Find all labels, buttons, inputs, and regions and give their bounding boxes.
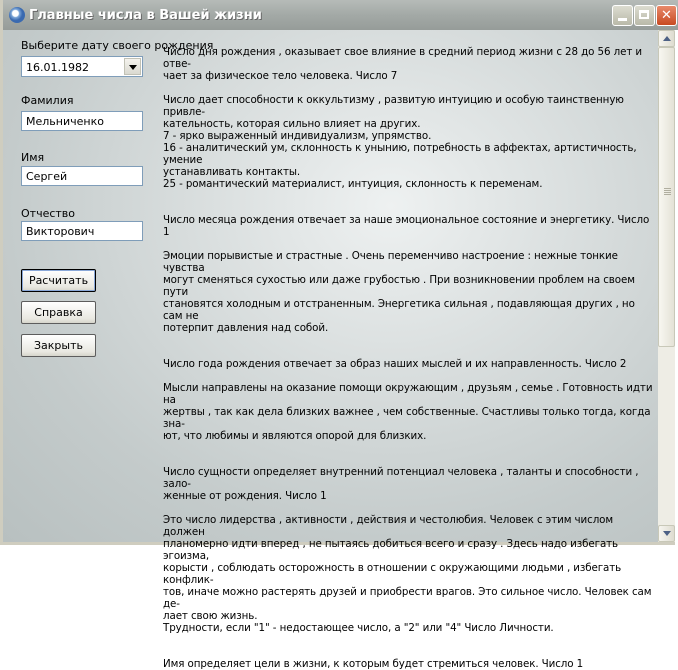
result-paragraph: Эмоции порывистые и страстные . Очень переменчиво настроение : нежные тонкие чувства могут сменяться сухостью или даже грубостью . При возникновении проблем на своем пути становятся холодным и отстраненным. Энергетика сильная , подавляющая других , но сам не потерпит давления над собой. — [163, 250, 635, 334]
name-label: Имя — [21, 151, 45, 164]
result-paragraph: Имя определяет цели в жизни, к которым будет стремиться человек. Число 1 — [163, 658, 584, 670]
chevron-down-icon[interactable] — [124, 58, 141, 75]
scroll-up-icon[interactable] — [658, 30, 675, 47]
maximize-icon — [639, 10, 649, 19]
patronymic-input[interactable]: Викторович — [21, 221, 143, 241]
vertical-scrollbar[interactable] — [658, 30, 675, 542]
birthdate-label: Выберите дату своего рождения — [21, 39, 214, 52]
result-text-area[interactable] — [163, 46, 655, 670]
patronymic-label: Отчество — [21, 207, 76, 220]
result-paragraph: Число года рождения отвечает за образ наших мыслей и их направленность. Число 2 — [163, 358, 627, 370]
scrollbar-thumb[interactable] — [658, 47, 675, 347]
surname-label: Фамилия — [21, 94, 74, 107]
name-input[interactable]: Сергей — [21, 166, 143, 186]
maximize-button[interactable] — [634, 5, 655, 26]
close-window-button[interactable] — [656, 5, 677, 26]
result-paragraph: Число дает способности к оккультизму , развитую интуицию и особую таинственную привле- кательность, которая сильно влияет на других. 7 - ярко выраженный индивидуализм, упрямство. 16 - аналитический ум, склонность к унынию, потребность в аффектах, артистичность, умение устанавливать контакты. 25 - романтический материалист, интуиция, склонность к переменам. — [163, 94, 637, 190]
close-button[interactable]: Закрыть — [21, 334, 96, 357]
app-icon — [9, 7, 25, 23]
window-title: Главные числа в Вашей жизни — [29, 8, 262, 23]
result-paragraph: Мысли направлены на оказание помощи окружающим , друзьям , семье . Готовность идти на жертвы , так как дела близких важнее , чем собственные. Счастливы только тогда, когда зна- ют, что любимы и являются опорой для близких. — [163, 382, 653, 442]
birthdate-combobox[interactable] — [21, 56, 143, 77]
birthdate-value: 16.01.1982 — [26, 61, 89, 74]
title-bar[interactable] — [3, 0, 678, 30]
result-paragraph: Это число лидерства , активности , действия и честолюбия. Человек с этим числом должен планомерно идти вперед , не пытаясь добиться всего и сразу . Здесь надо избегать эгоизма, корысти , соблюдать осторожность в отношении с окружающими людьми , избегать конфлик- тов, иначе можно растерять друзей и приобрести врагов. Это сильное число. Человек сам де- лает свою жизнь. Трудности, если "1" - недостающее число, а "2" или "4" Число Личности. — [163, 514, 652, 634]
help-button[interactable]: Справка — [21, 301, 96, 324]
result-paragraph: Число дня рождения , оказывает свое влияние в средний период жизни с 28 до 56 лет и отве- чает за физическое тело человека. Число 7 — [163, 46, 642, 82]
result-paragraph: Число месяца рождения отвечает за наше эмоциональное состояние и энергетику. Число 1 — [163, 214, 650, 238]
close-icon: ✕ — [661, 8, 672, 23]
surname-input[interactable]: Мельниченко — [21, 111, 143, 131]
calculate-button[interactable]: Расчитать — [21, 269, 96, 292]
minimize-button[interactable] — [612, 5, 633, 26]
scroll-down-icon[interactable] — [658, 525, 675, 542]
result-paragraph: Число сущности определяет внутренний потенциал человека , таланты и способности , зало- женные от рождения. Число 1 — [163, 466, 639, 502]
minimize-icon — [618, 18, 627, 21]
